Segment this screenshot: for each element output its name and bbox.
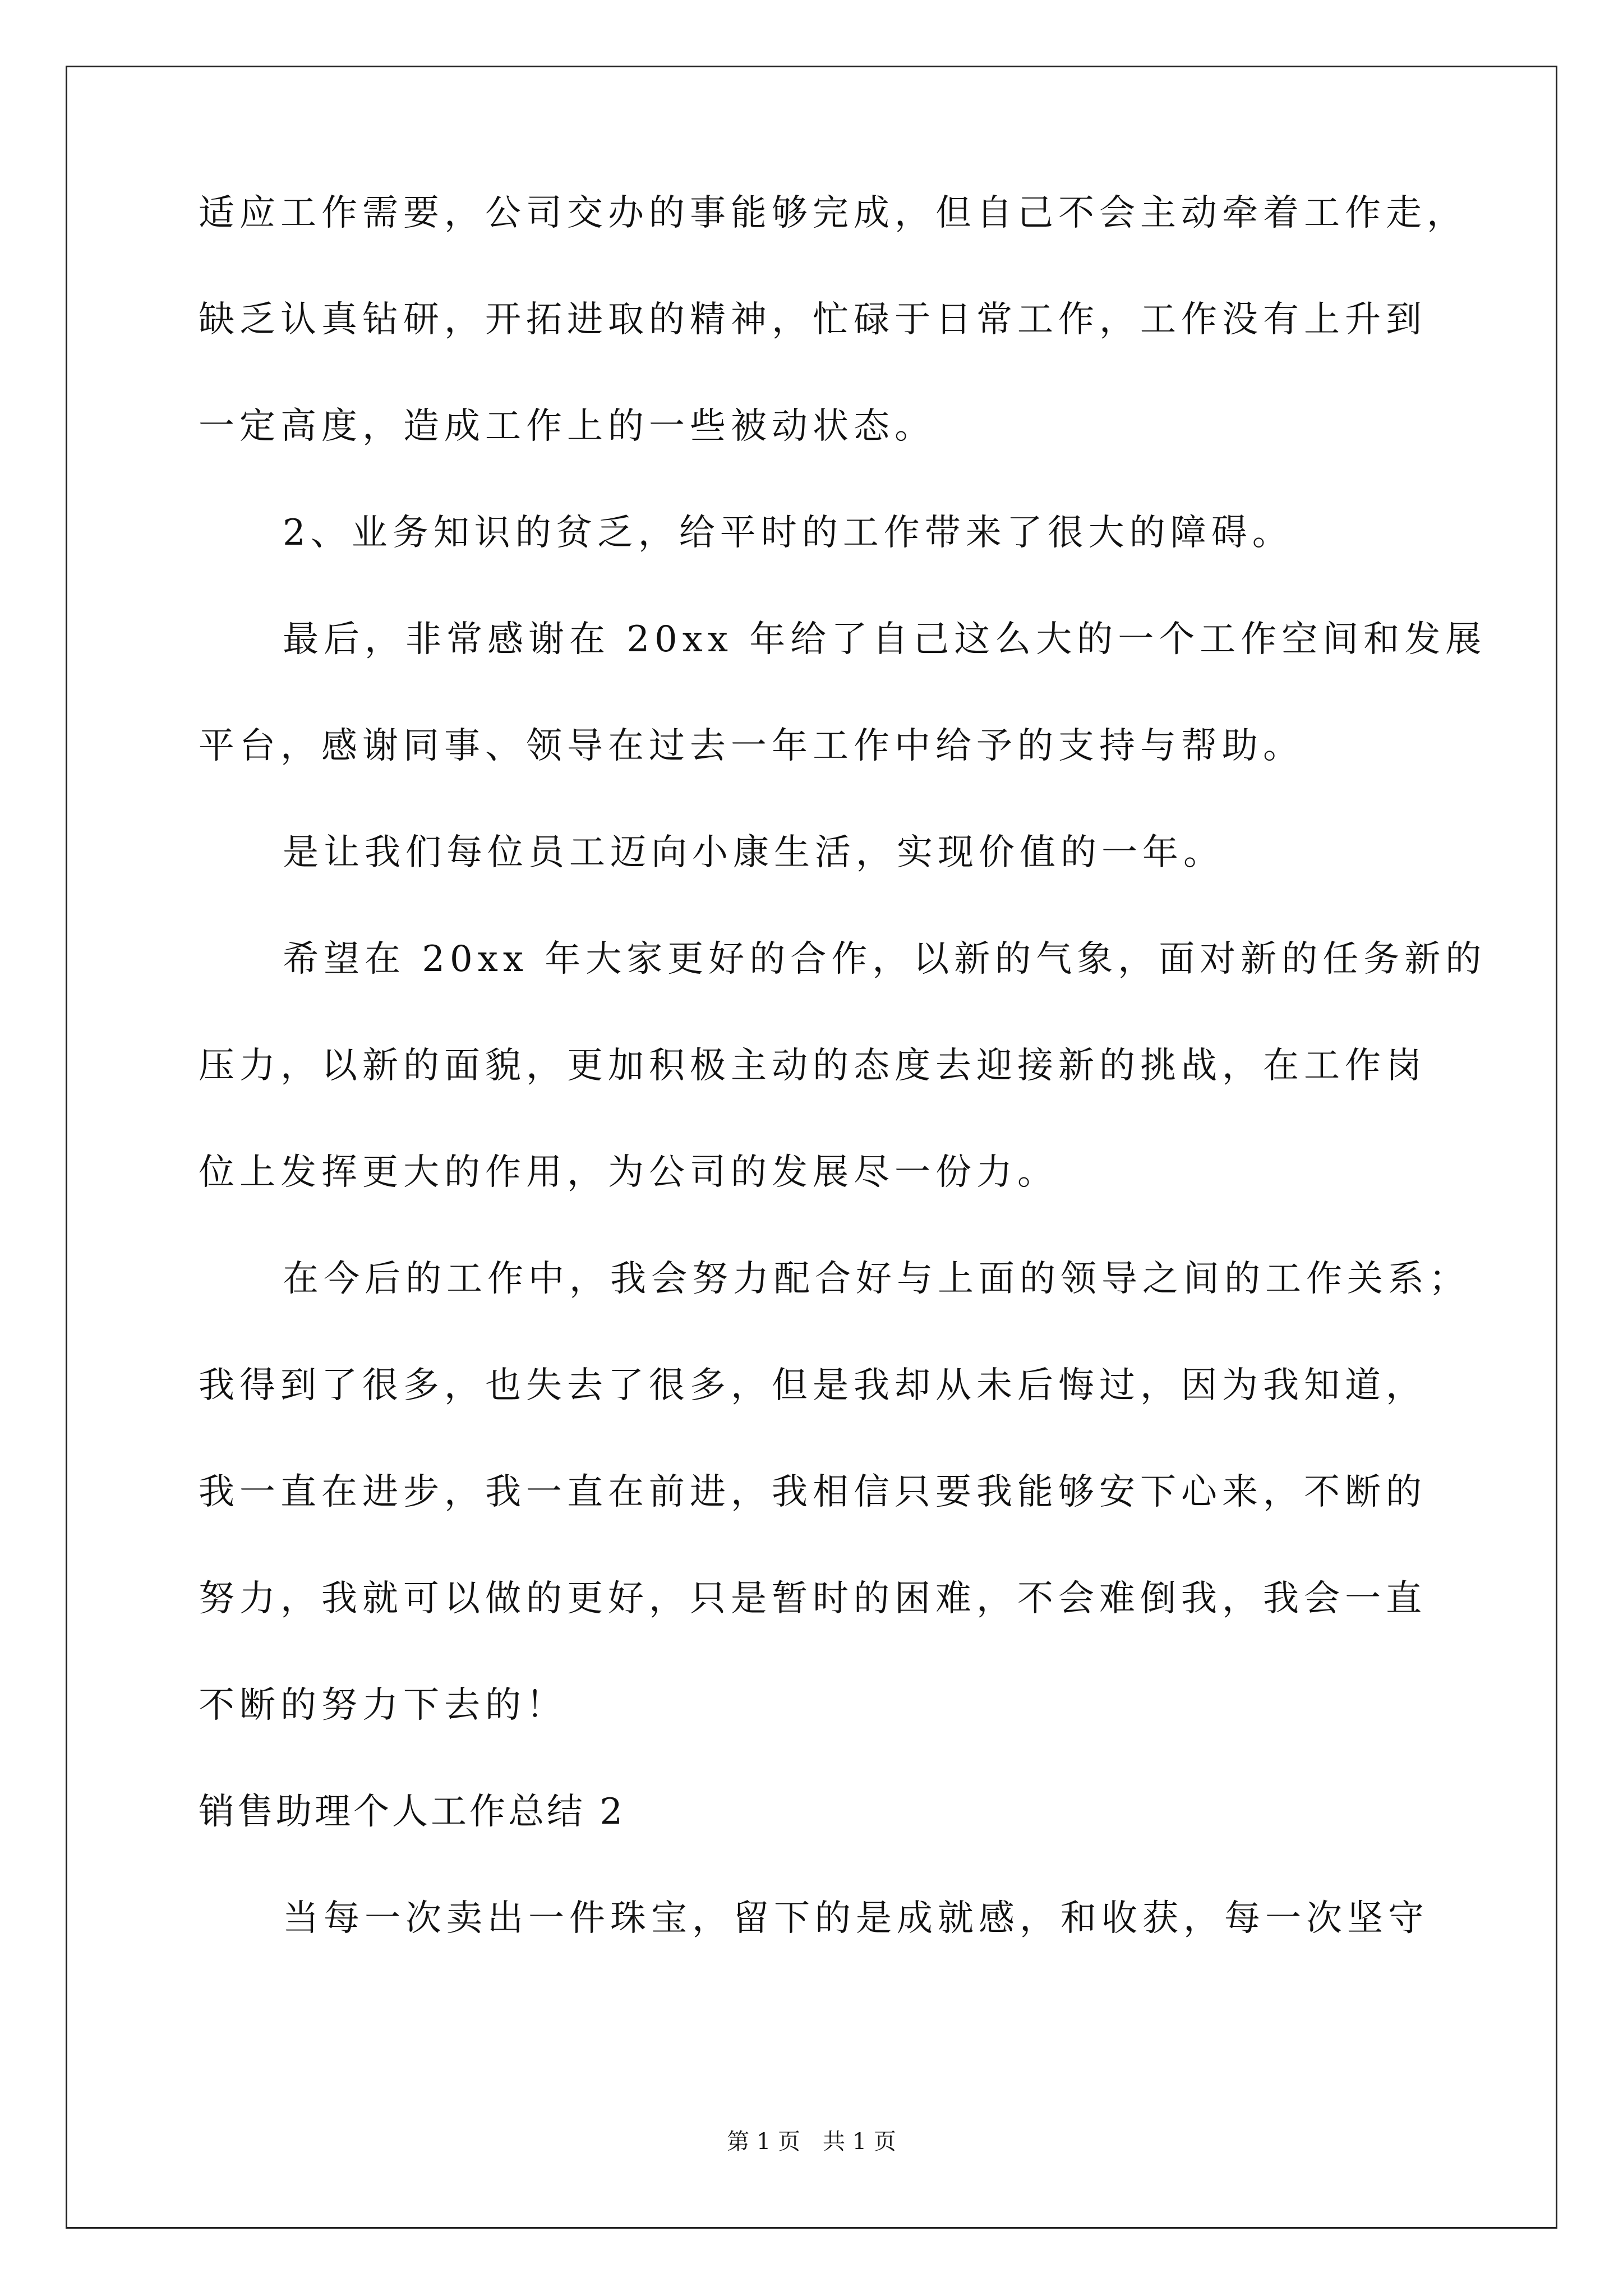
text-line: 一定高度，造成工作上的一些被动状态。 (199, 406, 935, 447)
text-line: 我得到了很多，也失去了很多，但是我却从未后悔过，因为我知道， (199, 1365, 1427, 1406)
text-line: 压力，以新的面貌，更加积极主动的态度去迎接新的挑战，在工作岗 (199, 1045, 1427, 1087)
page-footer (0, 2125, 1623, 2159)
text-line: 平台，感谢同事、领导在过去一年工作中给予的支持与帮助。 (199, 725, 1304, 767)
text-line: 当每一次卖出一件珠宝，留下的是成就感，和收获，每一次坚守 (283, 1898, 1429, 1939)
text-line: 2、业务知识的贫乏，给平时的工作带来了很大的障碍。 (283, 512, 1293, 554)
text-line: 是让我们每位员工迈向小康生活，实现价值的一年。 (283, 832, 1224, 873)
text-line: 不断的努力下去的！ (199, 1685, 567, 1726)
text-line: 位上发挥更大的作用，为公司的发展尽一份力。 (199, 1152, 1058, 1193)
text-line: 缺乏认真钻研，开拓进取的精神，忙碌于日常工作，工作没有上升到 (199, 299, 1427, 341)
text-line: 最后，非常感谢在 20xx 年给了自己这么大的一个工作空间和发展 (283, 619, 1487, 660)
section-heading: 销售助理个人工作总结 2 (199, 1791, 626, 1833)
page-total: 共 1 页 (823, 2129, 896, 2155)
text-line: 在今后的工作中，我会努力配合好与上面的领导之间的工作关系； (283, 1258, 1470, 1300)
text-line: 适应工作需要，公司交办的事能够完成，但自己不会主动牵着工作走， (199, 192, 1468, 234)
text-line: 希望在 20xx 年大家更好的合作，以新的气象，面对新的任务新的 (283, 938, 1487, 980)
text-line: 我一直在进步，我一直在前进，我相信只要我能够安下心来，不断的 (199, 1471, 1427, 1513)
page-number: 第 1 页 (727, 2129, 800, 2155)
text-line: 努力，我就可以做的更好，只是暂时的困难，不会难倒我，我会一直 (199, 1578, 1427, 1619)
